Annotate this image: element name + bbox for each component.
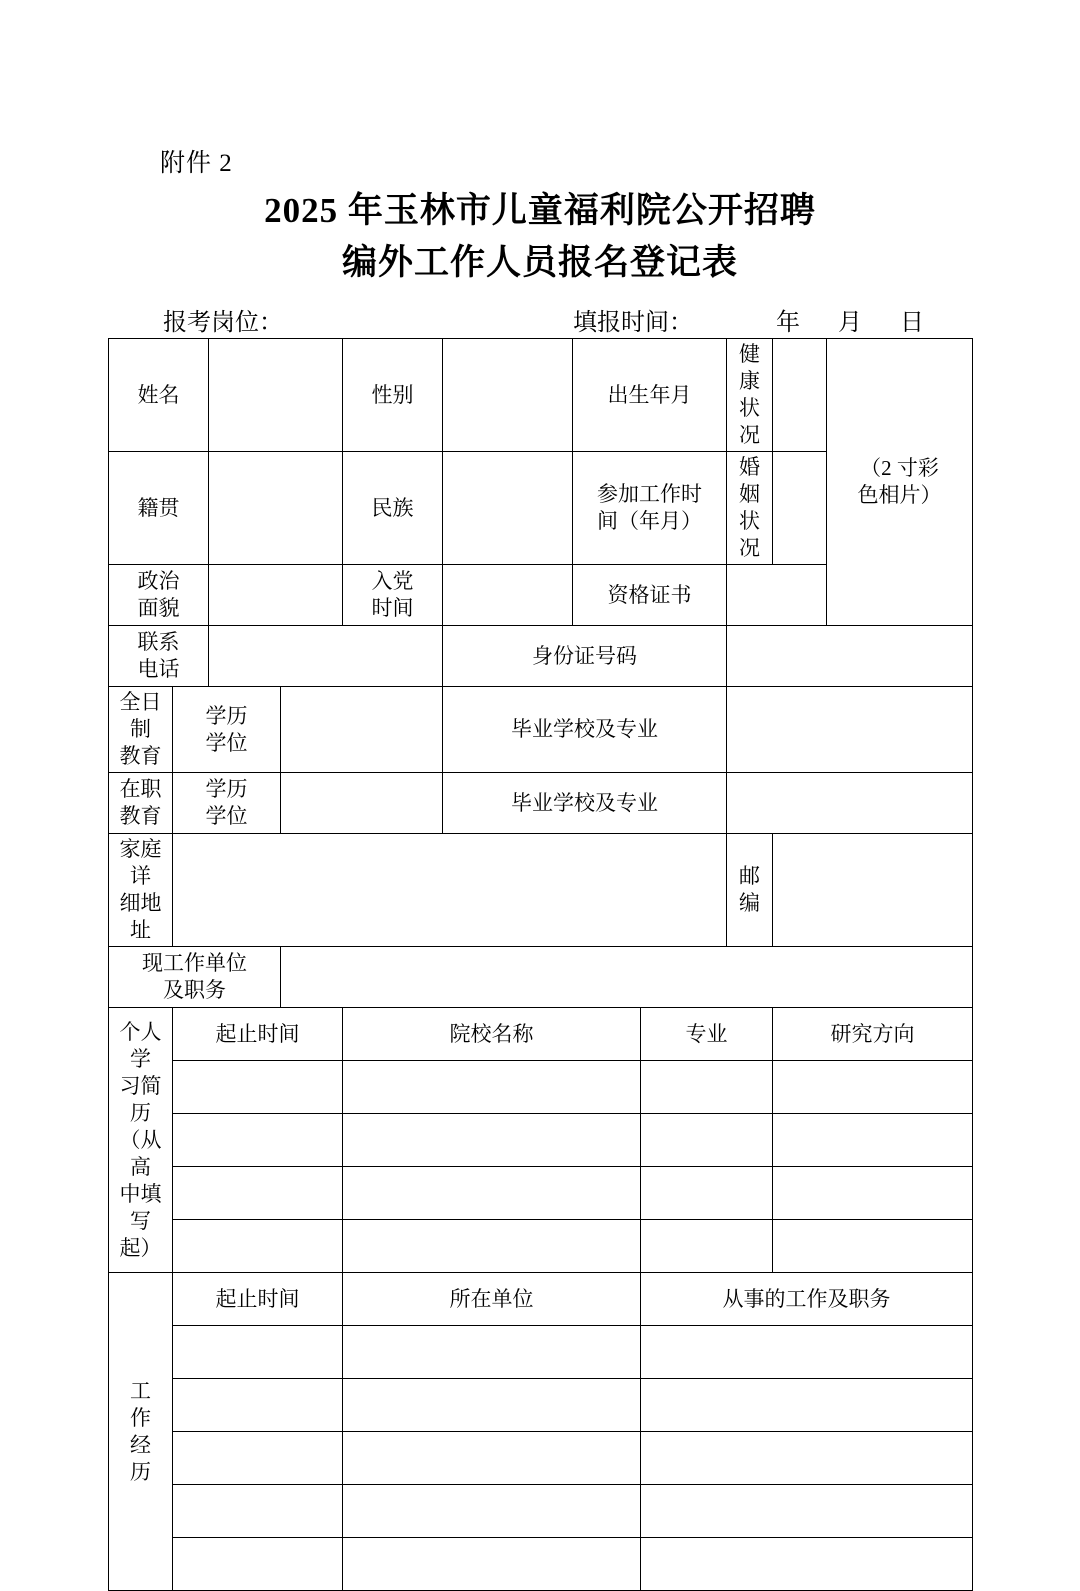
- table-row: [109, 687, 973, 773]
- study-label-line1: 个人学: [119, 1019, 162, 1071]
- marriage-label-line2: 状况: [739, 509, 760, 560]
- table-row: [109, 1432, 973, 1485]
- study-label-line2: 习简历: [119, 1073, 162, 1125]
- fulltime-degree-line2: 学位: [205, 730, 248, 755]
- cell-marriage-value[interactable]: [773, 452, 827, 565]
- cell-birth-label: 出生年月: [573, 339, 727, 452]
- cell-study-period[interactable]: [173, 1167, 343, 1220]
- cell-fulltime-school-label: 毕业学校及专业: [443, 687, 727, 773]
- cell-work-duty[interactable]: [641, 1379, 973, 1432]
- cell-work-header-period: 起止时间: [173, 1273, 343, 1326]
- cell-work-unit[interactable]: [343, 1379, 641, 1432]
- cell-work-duty[interactable]: [641, 1432, 973, 1485]
- cell-inservice-degree-value[interactable]: [281, 773, 443, 834]
- cell-work-period[interactable]: [173, 1432, 343, 1485]
- cell-work-unit[interactable]: [343, 1326, 641, 1379]
- cell-study-header-major: 专业: [641, 1008, 773, 1061]
- current-work-line1: 现工作单位: [142, 951, 247, 975]
- cell-study-school[interactable]: [343, 1220, 641, 1273]
- table-row: [109, 1008, 973, 1061]
- cell-study-major[interactable]: [641, 1220, 773, 1273]
- political-label-line1: 政治: [137, 569, 180, 593]
- health-label-line1: 健康: [739, 342, 760, 393]
- cell-fulltime-edu-label: [109, 687, 173, 773]
- cell-id-label: 身份证号码: [443, 626, 727, 687]
- cell-political-value[interactable]: [209, 565, 343, 626]
- cell-work-duty[interactable]: [641, 1326, 973, 1379]
- marriage-label-line1: 婚姻: [739, 455, 760, 506]
- attachment-label: 附件 2: [160, 150, 233, 177]
- cell-fulltime-degree-label: [173, 687, 281, 773]
- cell-party-date-label: [343, 565, 443, 626]
- table-row: [109, 1485, 973, 1538]
- work-label-char1: 工: [130, 1378, 151, 1403]
- cell-work-period[interactable]: [173, 1538, 343, 1591]
- table-row: [109, 1273, 973, 1326]
- cell-marriage-label: [727, 452, 773, 565]
- cell-work-header-unit: 所在单位: [343, 1273, 641, 1326]
- cell-health-label: [727, 339, 773, 452]
- inservice-degree-line2: 学位: [205, 804, 248, 828]
- cell-address-label: [109, 834, 173, 947]
- cell-current-work-label: [109, 947, 281, 1008]
- month-label: 月: [838, 310, 862, 336]
- cell-study-direction[interactable]: [773, 1220, 973, 1273]
- phone-label-line2: 电话: [137, 657, 180, 681]
- cell-work-unit[interactable]: [343, 1538, 641, 1591]
- cell-inservice-degree-label: [173, 773, 281, 834]
- fill-date-label: 填报时间：: [573, 310, 693, 336]
- day-label: 日: [900, 310, 924, 336]
- health-label-line2: 状况: [739, 396, 760, 447]
- table-row: [109, 1379, 973, 1432]
- cell-political-label: [109, 565, 209, 626]
- cell-study-period[interactable]: [173, 1114, 343, 1167]
- cell-native-place-label: 籍贯: [109, 452, 209, 565]
- cell-fulltime-school-value[interactable]: [727, 687, 973, 773]
- cell-work-period[interactable]: [173, 1326, 343, 1379]
- cell-study-major[interactable]: [641, 1114, 773, 1167]
- cell-work-duty[interactable]: [641, 1485, 973, 1538]
- cell-current-work-value[interactable]: [281, 947, 973, 1008]
- cell-study-history-label: [109, 1008, 173, 1273]
- cell-work-unit[interactable]: [343, 1485, 641, 1538]
- study-label-line3: （从高: [119, 1127, 162, 1179]
- table-row: [109, 626, 973, 687]
- registration-form-table: [108, 338, 973, 1591]
- work-label-char2: 作: [130, 1405, 151, 1430]
- work-label-char3: 经: [130, 1432, 151, 1457]
- cell-health-value[interactable]: [773, 339, 827, 452]
- cell-certificate-label: 资格证书: [573, 565, 727, 626]
- cell-ethnicity-label: 民族: [343, 452, 443, 565]
- form-meta-row: [108, 302, 972, 336]
- work-label-char4: 历: [130, 1459, 151, 1484]
- table-row: [109, 1538, 973, 1591]
- cell-gender-value[interactable]: [443, 339, 573, 452]
- cell-study-period[interactable]: [173, 1061, 343, 1114]
- cell-fulltime-degree-value[interactable]: [281, 687, 443, 773]
- cell-inservice-edu-label: [109, 773, 173, 834]
- table-row: [109, 1326, 973, 1379]
- photo-line2: 色相片）: [857, 483, 942, 507]
- cell-inservice-school-label: 毕业学校及专业: [443, 773, 727, 834]
- cell-name-value[interactable]: [209, 339, 343, 452]
- cell-work-period[interactable]: [173, 1485, 343, 1538]
- table-row: [109, 947, 973, 1008]
- cell-study-header-direction: 研究方向: [773, 1008, 973, 1061]
- party-date-line1: 入党: [371, 569, 414, 593]
- cell-native-place-value[interactable]: [209, 452, 343, 565]
- table-row: [109, 1114, 973, 1167]
- cell-work-period[interactable]: [173, 1379, 343, 1432]
- cell-postcode-value[interactable]: [773, 834, 973, 947]
- cell-phone-label: [109, 626, 209, 687]
- cell-study-major[interactable]: [641, 1061, 773, 1114]
- cell-postcode-label: 邮编: [727, 834, 773, 947]
- cell-phone-value[interactable]: [209, 626, 443, 687]
- fulltime-edu-line2: 教育: [119, 744, 162, 768]
- cell-address-value[interactable]: [173, 834, 727, 947]
- cell-work-start-label: [573, 452, 727, 565]
- fulltime-degree-line1: 学历: [205, 703, 248, 728]
- cell-ethnicity-value[interactable]: [443, 452, 573, 565]
- table-row: [109, 773, 973, 834]
- cell-study-school[interactable]: [343, 1167, 641, 1220]
- cell-work-header-duty: 从事的工作及职务: [641, 1273, 973, 1326]
- cell-inservice-school-value[interactable]: [727, 773, 973, 834]
- work-start-line2: 间（年月）: [597, 509, 702, 533]
- title-line-1: 2025 年玉林市儿童福利院公开招聘: [264, 191, 816, 230]
- address-label-line1: 家庭详: [119, 837, 162, 888]
- table-row: [109, 1167, 973, 1220]
- cell-photo-placeholder: [827, 339, 973, 626]
- phone-label-line1: 联系: [137, 630, 180, 654]
- work-start-line1: 参加工作时: [597, 482, 702, 506]
- cell-party-date-value[interactable]: [443, 565, 573, 626]
- party-date-line2: 时间: [371, 596, 414, 620]
- table-row: [109, 1061, 973, 1114]
- cell-study-period[interactable]: [173, 1220, 343, 1273]
- inservice-edu-line2: 教育: [119, 804, 162, 828]
- study-label-line5: 起）: [119, 1235, 162, 1260]
- current-work-line2: 及职务: [163, 978, 226, 1002]
- cell-study-school[interactable]: [343, 1061, 641, 1114]
- cell-study-school[interactable]: [343, 1114, 641, 1167]
- cell-study-header-school: 院校名称: [343, 1008, 641, 1061]
- political-label-line2: 面貌: [137, 596, 180, 620]
- post-label: 报考岗位：: [163, 310, 283, 336]
- cell-gender-label: 性别: [343, 339, 443, 452]
- photo-line1: （2 寸彩: [860, 456, 939, 480]
- inservice-edu-line1: 在职: [119, 777, 162, 801]
- cell-work-unit[interactable]: [343, 1432, 641, 1485]
- address-label-line2: 细地址: [119, 891, 162, 942]
- cell-study-header-period: 起止时间: [173, 1008, 343, 1061]
- title-line-2: 编外工作人员报名登记表: [341, 243, 738, 282]
- cell-study-major[interactable]: [641, 1167, 773, 1220]
- cell-certificate-value[interactable]: [727, 565, 827, 626]
- cell-study-direction[interactable]: [773, 1167, 973, 1220]
- fulltime-edu-line1: 全日制: [119, 690, 162, 741]
- year-label: 年: [776, 310, 800, 336]
- table-row: [109, 339, 973, 452]
- study-label-line4: 中填写: [119, 1181, 162, 1233]
- inservice-degree-line1: 学历: [205, 777, 248, 801]
- cell-work-history-label: [109, 1273, 173, 1591]
- page-title: [108, 185, 972, 289]
- cell-id-value[interactable]: [727, 626, 973, 687]
- cell-work-duty[interactable]: [641, 1538, 973, 1591]
- table-row: [109, 834, 973, 947]
- cell-study-direction[interactable]: [773, 1061, 973, 1114]
- cell-name-label: 姓名: [109, 339, 209, 452]
- table-row: [109, 1220, 973, 1273]
- cell-study-direction[interactable]: [773, 1114, 973, 1167]
